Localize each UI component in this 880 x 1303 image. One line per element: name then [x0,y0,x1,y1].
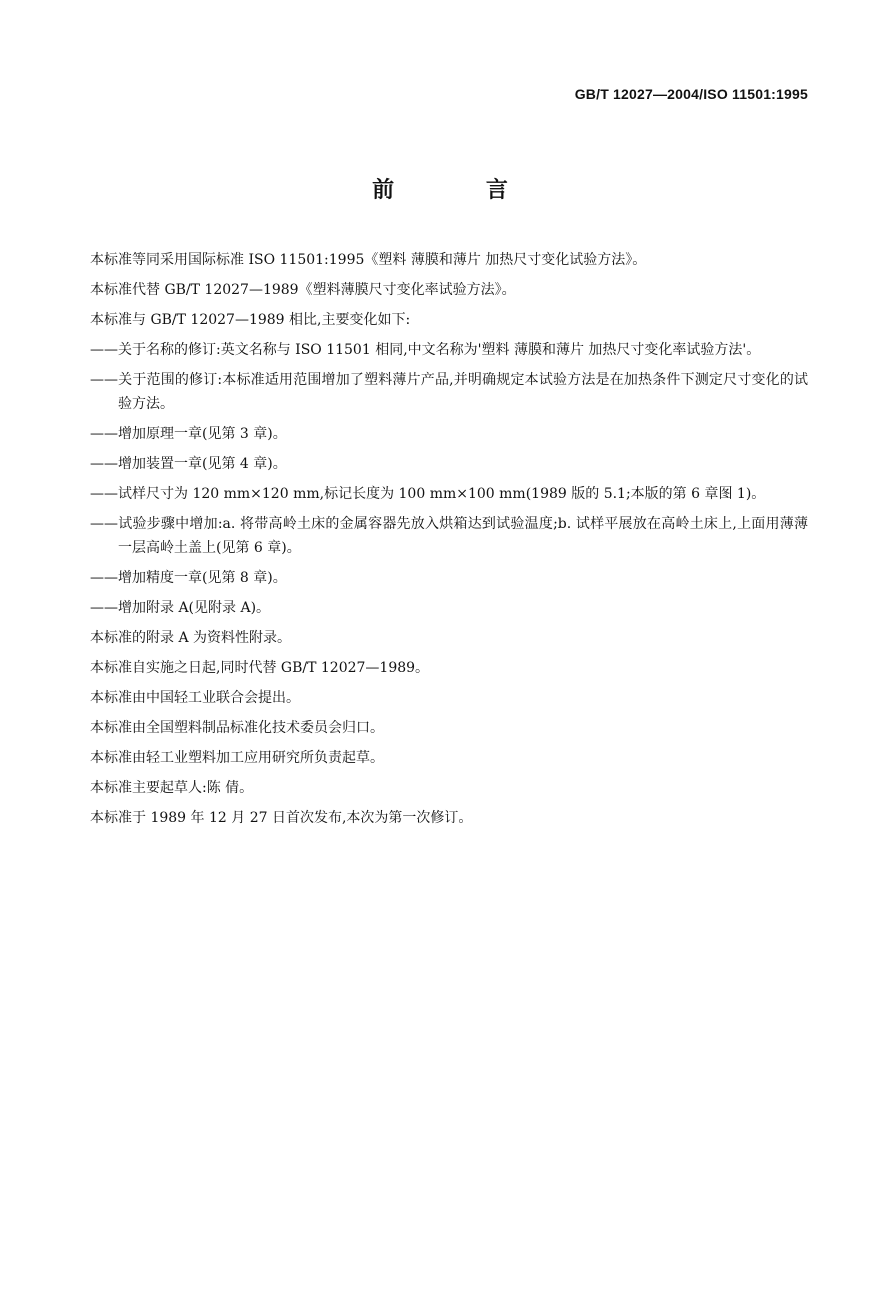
document-body [60,248,808,836]
change-item-annex: ——增加附录 A(见附录 A)。 [90,600,271,616]
paragraph-replacement: 本标准代替 GB/T 12027—1989《塑料薄膜尺寸变化率试验方法》。 [90,282,516,298]
change-item-principle: ——增加原理一章(见第 3 章)。 [90,426,287,442]
change-item-specimen-size: ——试样尺寸为 120 mm×120 mm,标记长度为 100 mm×100 mm(1989 版的 5.1;本版的第 6 章图 1)。 [90,486,766,502]
paragraph-changes-intro: 本标准与 GB/T 12027—1989 相比,主要变化如下: [90,312,411,328]
paragraph-managed-by: 本标准由全国塑料制品标准化技术委员会归口。 [90,720,384,736]
change-item-scope: ——关于范围的修订:本标准适用范围增加了塑料薄片产品,并明确规定本试验方法是在加热条件下测定尺寸变化的试验方法。 [90,372,808,412]
paragraph-effective: 本标准自实施之日起,同时代替 GB/T 12027—1989。 [90,660,430,676]
paragraph-adoption: 本标准等同采用国际标准 ISO 11501:1995《塑料 薄膜和薄片 加热尺寸变化试验方法》。 [90,252,647,268]
paragraph-drafters: 本标准主要起草人:陈 倩。 [90,780,254,796]
paragraph-drafted-by: 本标准由轻工业塑料加工应用研究所负责起草。 [90,750,384,766]
change-item-procedure: ——试验步骤中增加:a. 将带高岭土床的金属容器先放入烘箱达到试验温度;b. 试样平展放在高岭土床上,上面用薄薄一层高岭土盖上(见第 6 章)。 [90,516,808,556]
change-item-name: ——关于名称的修订:英文名称与 ISO 11501 相同,中文名称为'塑料 薄膜和薄片 加热尺寸变化率试验方法'。 [90,342,761,358]
standard-number: GB/T 12027—2004/ISO 11501:1995 [574,86,808,102]
change-item-precision: ——增加精度一章(见第 8 章)。 [90,570,287,586]
paragraph-history: 本标准于 1989 年 12 月 27 日首次发布,本次为第一次修订。 [90,810,473,826]
paragraph-annex-nature: 本标准的附录 A 为资料性附录。 [90,630,292,646]
change-item-apparatus: ——增加装置一章(见第 4 章)。 [90,456,287,472]
paragraph-proposed-by: 本标准由中国轻工业联合会提出。 [90,690,300,706]
page-title: 前 言 [372,178,550,203]
